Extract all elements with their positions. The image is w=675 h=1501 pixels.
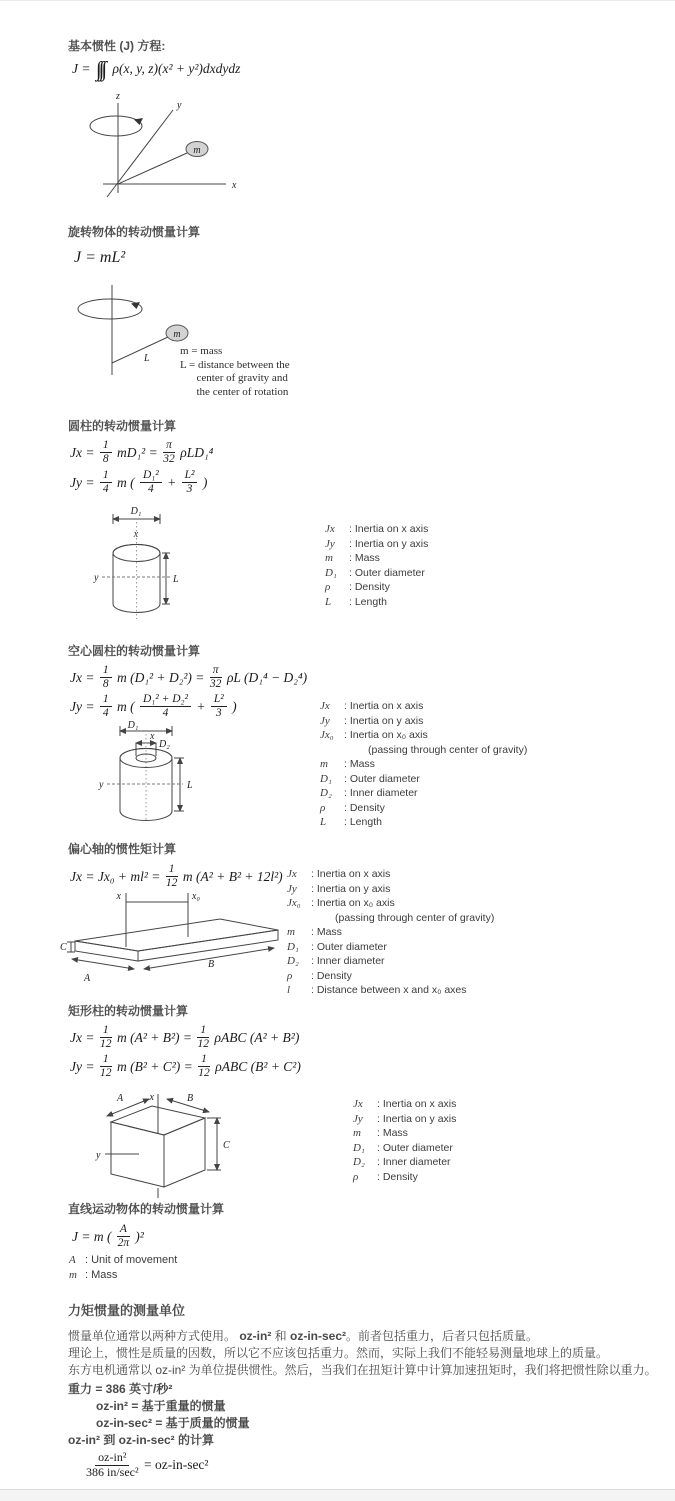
oz-in-sec2-definition-line [96, 1414, 250, 1431]
formula-token: Jx = [70, 669, 98, 685]
formula-token: m (D₁² + D₂²) = [113, 669, 208, 685]
denominator: 12 [99, 1038, 112, 1051]
legend-description: : Unit of movement [85, 1254, 178, 1266]
formula-token: ρ(x, y, z)(x² + y²)dxdydz [109, 61, 241, 76]
label-z: z [116, 91, 120, 102]
legend-symbol: Jx [325, 523, 335, 535]
bold-text: 重力 = 386 英寸/秒² [68, 1382, 173, 1396]
fraction [100, 693, 112, 720]
legend-row [353, 1112, 456, 1127]
formula-hollow-jx [70, 664, 307, 691]
legend-row [325, 522, 428, 537]
legend-description: : Density [344, 801, 385, 814]
legend-linear-motion [69, 1253, 177, 1282]
formula-linear-motion [72, 1223, 144, 1250]
numerator: 1 [166, 863, 178, 877]
legend-description: : Inertia on y axis [344, 714, 424, 727]
legend-row [353, 1141, 456, 1156]
legend-symbol: Jy [325, 537, 335, 550]
denominator: 12 [198, 1067, 210, 1080]
legend-symbol: ρ [287, 969, 293, 982]
legend-symbol [344, 743, 368, 758]
slab-diagram [60, 889, 300, 989]
legend-symbol: m [69, 1268, 77, 1281]
legend-symbol: ρ [325, 581, 331, 593]
numerator: D₁² + D₂² [140, 693, 191, 707]
slab-left-face [75, 941, 138, 961]
formula-token: ρLD₁⁴ [176, 444, 214, 460]
fraction [211, 693, 227, 720]
legend-description: (passing through center of gravity) [335, 911, 495, 924]
legend-symbol: m [325, 552, 333, 564]
label-x0: x₀ [192, 891, 200, 902]
cylinder-diagram [92, 506, 252, 624]
plain-text: 理论上，惯性是质量的因数，所以它不应该包括重力。然而，实际上我们不能轻易测量地球上的质量。 [68, 1346, 609, 1360]
legend-symbol: Jx₀ [287, 897, 301, 909]
legend-description: : Mass [377, 1127, 408, 1139]
a-dimension-line [72, 959, 134, 969]
legend-row [287, 911, 494, 926]
formula-basic-inertia [72, 55, 240, 83]
page-footer-bar [0, 1489, 675, 1501]
formula-token: ρABC (A² + B²) [211, 1029, 300, 1045]
legend-hollow-cylinder [320, 699, 527, 830]
numerator: 1 [100, 1053, 112, 1067]
formula-token: m (A² + B² + 12l²) [179, 868, 283, 884]
legend-description: : Outer diameter [344, 772, 420, 785]
plain-text: 和 [271, 1329, 291, 1343]
fraction [100, 1053, 112, 1080]
rotation-ellipse [90, 116, 142, 136]
denominator: 32 [163, 453, 175, 466]
legend-row [287, 983, 494, 998]
formula-token: = oz-in-sec² [140, 1457, 209, 1473]
numerator: 1 [100, 469, 112, 483]
legend-symbol: m [287, 926, 295, 938]
box-diagram [95, 1092, 280, 1204]
label-C: C [223, 1140, 230, 1151]
legend-symbol: m [353, 1127, 361, 1139]
fraction [100, 439, 112, 466]
rotation-arrow-icon [131, 302, 140, 309]
label-m: m [173, 329, 181, 340]
legend-rect-pillar [353, 1097, 456, 1184]
legend-description: : Inertia on x axis [311, 868, 391, 880]
oz-in2-definition-line [96, 1397, 226, 1414]
label-d1: D₁ [127, 720, 139, 731]
legend-description: : Density [349, 581, 390, 593]
legend-symbol: D₁ [325, 566, 337, 579]
legend-row [325, 566, 428, 581]
denominator: 8 [102, 678, 109, 691]
formula-token: + [192, 698, 209, 714]
legend-description: : Inertia on x axis [349, 523, 429, 535]
bold-text: oz-in² [239, 1329, 272, 1343]
label-A: A [117, 1093, 124, 1104]
fraction [198, 1053, 210, 1080]
denominator: 8 [102, 453, 109, 466]
formula-token: J = m ( [72, 1228, 115, 1244]
paragraph-units-1 [68, 1327, 538, 1344]
numerator: L² [211, 693, 227, 707]
legend-symbol: D₂ [320, 787, 332, 799]
legend-description: : Length [349, 595, 387, 608]
legend-row [320, 699, 527, 714]
legend-description: (passing through center of gravity) [368, 743, 528, 756]
numerator: 1 [100, 693, 112, 707]
numerator: 1 [100, 1024, 112, 1038]
fraction [100, 1024, 112, 1051]
label-B: B [187, 1093, 194, 1104]
section-heading-hollow-cylinder: 空心圆柱的转动惯量计算 [68, 644, 201, 658]
formula-hollow-jy [70, 693, 237, 720]
legend-row [325, 580, 428, 595]
label-x: x [116, 891, 121, 902]
legend-description: : Outer diameter [349, 566, 425, 579]
denominator: 386 in/sec² [86, 1464, 139, 1479]
denominator: 4 [102, 483, 109, 496]
formula-token: )² [131, 1228, 144, 1244]
legend-description: : Length [344, 816, 382, 828]
legend-row [287, 867, 494, 882]
label-x: x [133, 529, 139, 540]
conversion-heading-line [68, 1431, 214, 1448]
plain-text: 惯量单位通常以两种方式使用。 [68, 1329, 240, 1343]
legend-description: : Inertia on x₀ axis [311, 897, 395, 909]
numerator: 1 [198, 1053, 210, 1067]
formula-token: Jy = [70, 1058, 98, 1074]
legend-description: : Inner diameter [344, 787, 418, 799]
legend-row [287, 969, 494, 984]
denominator: 4 [102, 707, 109, 720]
numerator: 1 [100, 439, 112, 453]
mass-link-line [112, 337, 168, 363]
fraction [197, 1024, 209, 1051]
denominator: 12 [99, 1067, 112, 1080]
formula-token: m (B² + C²) = [113, 1058, 197, 1074]
label-x: x [232, 180, 237, 191]
label-d2: D₂ [159, 739, 170, 750]
label-y: y [96, 1150, 101, 1161]
legend-row [353, 1097, 456, 1112]
legend-description: : Inertia on x axis [344, 700, 424, 712]
legend-description: : Outer diameter [311, 940, 387, 953]
legend-symbol: D₁ [287, 940, 299, 953]
legend-row [287, 940, 494, 955]
formula-token: Jx = [70, 444, 98, 460]
note-line: L = distance between the [180, 358, 290, 371]
formula-token: ) [199, 474, 208, 490]
formula-cylinder-jx [70, 439, 213, 466]
axes-mass-diagram [50, 89, 250, 221]
legend-symbol: Jx [320, 700, 330, 712]
formula-token: Jy = [70, 698, 98, 714]
formula-token: m (A² + B²) = [113, 1029, 196, 1045]
legend-row [325, 537, 428, 552]
formula-token: J = mL² [74, 249, 126, 266]
legend-description: : Inertia on x₀ axis [344, 729, 428, 741]
fraction [140, 469, 162, 496]
numerator: D₁² [140, 469, 162, 483]
fraction [210, 664, 222, 691]
label-x: x [149, 1092, 154, 1103]
legend-symbol: Jx [287, 868, 297, 880]
section-heading-cylinder: 圆柱的转动惯量计算 [68, 419, 177, 433]
label-L: L [187, 780, 193, 791]
formula-token: ρL (D₁⁴ − D₂⁴) [223, 669, 308, 685]
legend-symbol: ρ [320, 801, 326, 814]
legend-row [320, 728, 527, 743]
denominator: 4 [162, 707, 169, 720]
numerator: L² [182, 469, 198, 483]
note-line: center of gravity and [180, 372, 288, 384]
numerator: π [210, 664, 222, 678]
label-m: m [193, 145, 201, 156]
legend-row [320, 815, 527, 830]
formula-rect-jy [70, 1053, 301, 1080]
numerator: π [163, 439, 175, 453]
section-heading-basic-inertia: 基本惯性 (J) 方程: [68, 39, 166, 53]
formula-token: ) [228, 698, 237, 714]
paragraph-units-2 [68, 1344, 608, 1361]
legend-row [287, 925, 494, 940]
fraction [166, 863, 178, 890]
numerator: oz-in² [95, 1451, 129, 1466]
legend-symbol: L [320, 816, 327, 828]
formula-token: Jx = Jx₀ + ml² = [70, 868, 164, 884]
legend-description: : Distance between x and x₀ axes [311, 984, 467, 996]
plain-text: 。前者包括重力，后者只包括质量。 [346, 1329, 539, 1343]
legend-symbol: Jy [320, 714, 330, 727]
legend-row [320, 801, 527, 816]
legend-description: : Inner diameter [377, 1156, 451, 1168]
legend-row [320, 714, 527, 729]
formula-rotating-object [74, 249, 125, 267]
label-x: x [150, 731, 155, 742]
legend-row [69, 1253, 177, 1268]
legend-row [287, 896, 494, 911]
legend-offcenter [287, 867, 494, 998]
legend-symbol [311, 911, 335, 926]
formula-token: J = [72, 61, 94, 76]
formula-token: + [163, 474, 180, 490]
fraction [140, 693, 191, 720]
bold-text: oz-in² = 基于重量的惯量 [96, 1399, 226, 1413]
formula-token: Jx = [70, 1029, 98, 1045]
formula-unit-conversion [84, 1451, 208, 1480]
fraction [100, 664, 112, 691]
denominator: 2π [117, 1237, 130, 1250]
fraction [182, 469, 198, 496]
paragraph-units-3 [68, 1361, 657, 1378]
formula-token: m ( [113, 698, 138, 714]
formula-offcenter [70, 863, 283, 890]
legend-description: : Mass [344, 758, 375, 770]
bold-text: oz-in² 到 oz-in-sec² 的计算 [68, 1433, 214, 1447]
legend-symbol: A [69, 1254, 76, 1266]
denominator: 4 [147, 483, 154, 496]
denominator: 12 [165, 877, 178, 890]
rotation-ellipse [78, 299, 142, 319]
section-heading-linear-motion: 直线运动物体的转动惯量计算 [68, 1202, 225, 1216]
legend-description: : Inner diameter [311, 955, 385, 967]
legend-row [320, 757, 527, 772]
legend-row [353, 1155, 456, 1170]
legend-row [325, 551, 428, 566]
bold-text: oz-in-sec² = 基于质量的惯量 [96, 1416, 250, 1430]
legend-row [69, 1268, 177, 1283]
legend-symbol: D₂ [287, 955, 299, 967]
legend-description: : Outer diameter [377, 1141, 453, 1154]
legend-symbol: D₁ [320, 772, 332, 785]
denominator: 32 [209, 678, 222, 691]
legend-description: : Density [311, 969, 352, 982]
fraction [100, 469, 112, 496]
legend-description: : Density [377, 1170, 418, 1183]
section-heading-rect-pillar: 矩形柱的转动惯量计算 [68, 1004, 189, 1018]
denominator: 3 [186, 483, 193, 496]
legend-symbol: L [325, 595, 332, 608]
legend-description: : Inertia on x axis [377, 1098, 457, 1110]
legend-symbol: D₁ [353, 1141, 365, 1154]
note-line: m = mass [180, 345, 223, 357]
formula-token: Jy = [70, 474, 98, 490]
label-y: y [94, 572, 99, 584]
formula-cylinder-jy [70, 469, 207, 496]
denominator: 12 [197, 1038, 210, 1051]
bold-text: oz-in-sec² [290, 1329, 347, 1343]
legend-row [287, 954, 494, 969]
legend-symbol: m [320, 758, 328, 770]
legend-row [320, 743, 527, 758]
legend-row [320, 786, 527, 801]
label-A: A [84, 973, 91, 984]
legend-symbol: Jx [353, 1098, 363, 1110]
legend-row [320, 772, 527, 787]
numerator: 1 [197, 1024, 209, 1038]
label-B: B [208, 959, 215, 970]
legend-description: : Mass [349, 552, 380, 564]
legend-row [287, 882, 494, 897]
formula-token: mD₁² = [113, 444, 162, 460]
formula-token: m ( [113, 474, 138, 490]
legend-description: : Inertia on y axis [311, 882, 391, 895]
label-y: y [177, 100, 182, 111]
label-d1: D₁ [130, 506, 142, 517]
legend-description: : Inertia on y axis [349, 537, 429, 550]
legend-symbol: D₂ [353, 1156, 365, 1168]
label-L: L [173, 574, 179, 585]
plain-text: 东方电机通常以 oz-in² 为单位提供惯性。然后，当我们在扭矩计算中计算加速扭矩时，我们将把惯性除以重力。 [68, 1363, 657, 1377]
legend-row [353, 1126, 456, 1141]
legend-description: : Mass [311, 926, 342, 938]
formula-rect-jx [70, 1024, 299, 1051]
fraction [117, 1223, 130, 1250]
legend-symbol: l [287, 984, 291, 996]
box-right-face [164, 1118, 205, 1187]
hollow-cylinder-diagram [95, 720, 265, 825]
legend-row [353, 1170, 456, 1185]
integral-signs: ∫∫∫ [95, 56, 105, 81]
section-heading-units: 力矩惯量的测量单位 [68, 1303, 186, 1318]
legend-symbol: Jy [287, 882, 297, 895]
formula-token: ρABC (B² + C²) [211, 1058, 301, 1074]
gravity-value-line [68, 1380, 172, 1397]
fraction [86, 1451, 139, 1480]
diagram-notes [180, 345, 290, 399]
legend-symbol: ρ [353, 1170, 359, 1183]
a-dimension-line [107, 1099, 149, 1116]
note-line: the center of rotation [180, 385, 289, 398]
numerator: 1 [100, 664, 112, 678]
slab-front-face [138, 930, 278, 961]
legend-symbol: Jy [353, 1112, 363, 1125]
numerator: A [117, 1223, 130, 1237]
legend-cylinder [325, 522, 428, 609]
legend-description: : Mass [85, 1268, 118, 1281]
section-heading-rotating-object: 旋转物体的转动惯量计算 [68, 225, 201, 239]
label-L: L [144, 353, 150, 364]
legend-row [325, 595, 428, 610]
legend-symbol: Jx₀ [320, 729, 334, 741]
label-y: y [99, 779, 104, 791]
section-heading-offcenter-axis: 偏心轴的惯性矩计算 [68, 842, 177, 856]
legend-description: : Inertia on y axis [377, 1112, 457, 1125]
fraction [163, 439, 175, 466]
label-C: C [60, 942, 67, 953]
denominator: 3 [215, 707, 222, 720]
